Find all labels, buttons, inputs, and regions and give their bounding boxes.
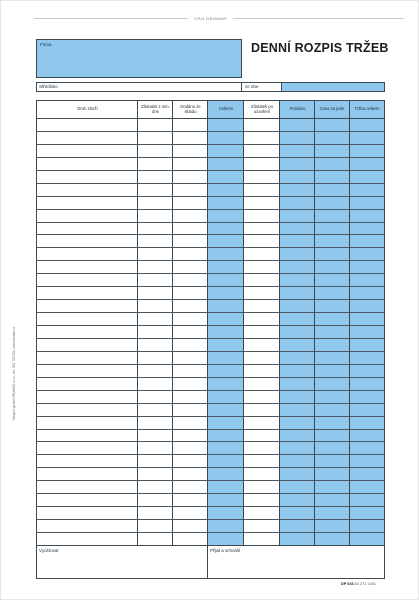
footer-divider xyxy=(207,546,208,578)
row-separator xyxy=(37,493,384,494)
row-separator xyxy=(37,480,384,481)
column-divider xyxy=(172,101,173,545)
column-divider xyxy=(314,101,315,545)
row-separator xyxy=(37,183,384,184)
prijal-label: Přijal a schválil xyxy=(210,548,240,553)
signature-footer xyxy=(36,546,385,579)
row-separator xyxy=(37,273,384,274)
form-code-id: DP 033 xyxy=(341,582,354,586)
stredisko-label: Středisko xyxy=(39,84,58,89)
row-separator xyxy=(37,467,384,468)
row-separator xyxy=(37,506,384,507)
trzba-column-fill xyxy=(350,101,384,545)
celkem-column-fill xyxy=(208,101,244,545)
side-imprint-text: Tiskopis vyrobil DRUMAR, s.r.o., tel.: 321 723 221, www.drumar.cz xyxy=(12,326,16,421)
column-divider xyxy=(349,101,350,545)
row-separator xyxy=(37,416,384,417)
row-separator xyxy=(37,131,384,132)
column-header-zustatek-min: Zůstatek z min. dne xyxy=(141,103,170,114)
row-separator xyxy=(37,429,384,430)
row-separator xyxy=(37,377,384,378)
row-separator xyxy=(37,209,384,210)
zedne-field[interactable] xyxy=(282,82,385,92)
row-separator xyxy=(37,234,384,235)
page-title: DENNÍ ROZPIS TRŽEB xyxy=(251,41,389,55)
row-separator xyxy=(37,364,384,365)
revenue-table xyxy=(36,100,385,546)
row-separator xyxy=(37,222,384,223)
row-separator xyxy=(37,286,384,287)
header-separator xyxy=(37,118,384,119)
row-separator xyxy=(37,454,384,455)
vyuctoval-label: Vyúčtoval xyxy=(39,548,59,553)
zedne-label: ze dne xyxy=(245,84,259,89)
zedne-label-cell xyxy=(242,82,282,92)
row-separator xyxy=(37,260,384,261)
column-header-trzba: Tržba celkem xyxy=(354,106,380,112)
row-separator xyxy=(37,441,384,442)
column-header-cena: Cena za jedn. xyxy=(319,106,346,112)
row-separator xyxy=(37,299,384,300)
row-separator xyxy=(37,325,384,326)
row-separator xyxy=(37,312,384,313)
prodano-column-fill xyxy=(280,101,350,545)
firma-label: Firma xyxy=(40,42,52,47)
top-label xyxy=(1,13,419,23)
column-header-druh: Druh zboží xyxy=(77,106,98,112)
row-separator xyxy=(37,144,384,145)
row-separator xyxy=(37,247,384,248)
top-label-text: OSO DRUMAR xyxy=(188,16,233,21)
row-separator xyxy=(37,532,384,533)
row-separator xyxy=(37,338,384,339)
column-divider xyxy=(207,101,208,545)
stredisko-field[interactable] xyxy=(36,82,242,92)
column-header-celkem: Celkem xyxy=(218,106,234,112)
row-separator xyxy=(37,519,384,520)
row-separator xyxy=(37,170,384,171)
form-code-rest: A4 271 1401 xyxy=(354,582,377,586)
firma-field[interactable] xyxy=(36,39,242,78)
column-header-prodano: Prodáno xyxy=(289,106,306,112)
row-separator xyxy=(37,390,384,391)
form-code xyxy=(341,582,376,586)
column-divider xyxy=(243,101,244,545)
column-divider xyxy=(279,101,280,545)
column-header-dodano: Dodáno ze skladu xyxy=(180,103,201,114)
row-separator xyxy=(37,157,384,158)
column-divider xyxy=(137,101,138,545)
column-header-zustatek-po: Zůstatek po uzavření xyxy=(251,103,273,114)
row-separator xyxy=(37,351,384,352)
row-separator xyxy=(37,196,384,197)
row-separator xyxy=(37,403,384,404)
side-imprint xyxy=(5,211,19,421)
